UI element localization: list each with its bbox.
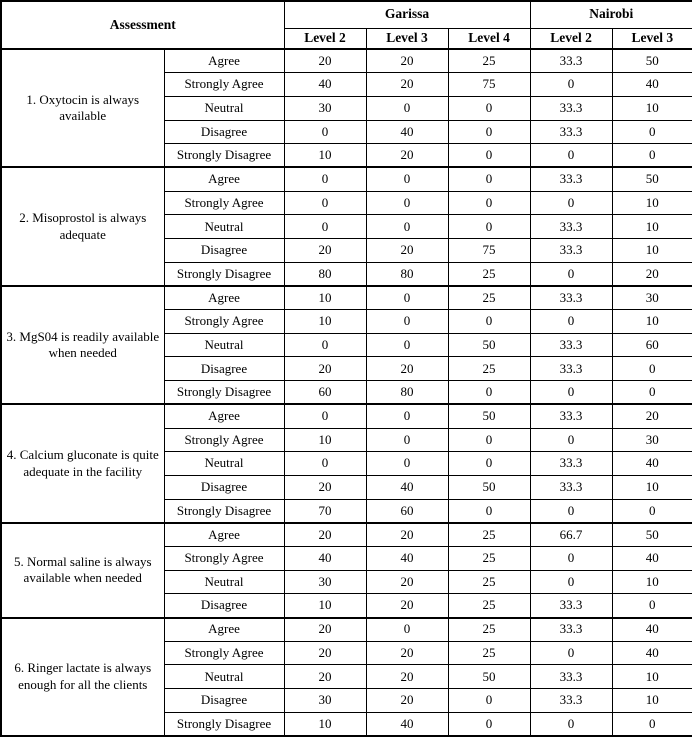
likert-label-cell: Strongly Disagree — [164, 712, 284, 736]
value-cell: 60 — [284, 381, 366, 405]
table-row — [1, 523, 692, 547]
value-cell: 70 — [284, 499, 366, 523]
value-cell: 33.3 — [530, 404, 612, 428]
value-cell: 0 — [530, 191, 612, 215]
value-cell: 0 — [284, 191, 366, 215]
value-cell: 0 — [530, 144, 612, 168]
value-cell: 20 — [612, 262, 692, 286]
value-cell: 0 — [366, 618, 448, 642]
value-cell: 10 — [284, 594, 366, 618]
value-cell: 0 — [448, 120, 530, 144]
value-cell: 30 — [612, 428, 692, 452]
likert-label-cell: Disagree — [164, 239, 284, 263]
value-cell: 33.3 — [530, 333, 612, 357]
value-cell: 0 — [284, 452, 366, 476]
value-cell: 33.3 — [530, 665, 612, 689]
value-cell: 0 — [612, 144, 692, 168]
value-cell: 40 — [366, 475, 448, 499]
value-cell: 0 — [612, 381, 692, 405]
header-group-0: Garissa — [284, 1, 530, 28]
value-cell: 0 — [530, 499, 612, 523]
value-cell: 40 — [612, 641, 692, 665]
value-cell: 0 — [366, 286, 448, 310]
value-cell: 40 — [366, 712, 448, 736]
header-group-1: Nairobi — [530, 1, 692, 28]
value-cell: 0 — [612, 712, 692, 736]
value-cell: 10 — [612, 665, 692, 689]
table-header — [1, 1, 692, 49]
likert-label-cell: Strongly Agree — [164, 191, 284, 215]
value-cell: 25 — [448, 286, 530, 310]
header-level: Level 3 — [612, 28, 692, 49]
value-cell: 40 — [612, 452, 692, 476]
value-cell: 10 — [612, 689, 692, 713]
value-cell: 0 — [366, 167, 448, 191]
value-cell: 0 — [530, 712, 612, 736]
header-assessment: Assessment — [1, 1, 284, 49]
likert-label-cell: Strongly Agree — [164, 546, 284, 570]
value-cell: 0 — [448, 689, 530, 713]
value-cell: 80 — [366, 381, 448, 405]
assessment-title-cell: 1. Oxytocin is always available — [1, 49, 164, 167]
table-row — [1, 167, 692, 191]
likert-label-cell: Disagree — [164, 689, 284, 713]
value-cell: 20 — [366, 641, 448, 665]
value-cell: 20 — [366, 73, 448, 97]
value-cell: 50 — [448, 665, 530, 689]
value-cell: 60 — [612, 333, 692, 357]
likert-label-cell: Neutral — [164, 96, 284, 120]
value-cell: 0 — [448, 191, 530, 215]
value-cell: 0 — [612, 594, 692, 618]
value-cell: 20 — [612, 404, 692, 428]
header-level: Level 2 — [530, 28, 612, 49]
value-cell: 66.7 — [530, 523, 612, 547]
value-cell: 40 — [284, 73, 366, 97]
value-cell: 50 — [612, 167, 692, 191]
value-cell: 10 — [612, 215, 692, 239]
value-cell: 20 — [284, 49, 366, 73]
value-cell: 0 — [284, 167, 366, 191]
value-cell: 25 — [448, 357, 530, 381]
value-cell: 30 — [284, 96, 366, 120]
value-cell: 10 — [612, 475, 692, 499]
value-cell: 0 — [366, 310, 448, 334]
likert-label-cell: Strongly Disagree — [164, 499, 284, 523]
likert-label-cell: Strongly Agree — [164, 428, 284, 452]
value-cell: 33.3 — [530, 215, 612, 239]
likert-label-cell: Agree — [164, 286, 284, 310]
value-cell: 50 — [448, 475, 530, 499]
value-cell: 0 — [366, 428, 448, 452]
value-cell: 50 — [448, 404, 530, 428]
value-cell: 0 — [612, 120, 692, 144]
likert-label-cell: Neutral — [164, 452, 284, 476]
value-cell: 10 — [612, 96, 692, 120]
likert-label-cell: Strongly Disagree — [164, 381, 284, 405]
value-cell: 0 — [448, 144, 530, 168]
value-cell: 0 — [530, 73, 612, 97]
value-cell: 30 — [284, 570, 366, 594]
value-cell: 25 — [448, 594, 530, 618]
header-level: Level 4 — [448, 28, 530, 49]
value-cell: 20 — [284, 618, 366, 642]
header-level: Level 2 — [284, 28, 366, 49]
value-cell: 50 — [448, 333, 530, 357]
likert-label-cell: Strongly Disagree — [164, 144, 284, 168]
value-cell: 25 — [448, 618, 530, 642]
value-cell: 0 — [366, 404, 448, 428]
value-cell: 0 — [530, 546, 612, 570]
value-cell: 40 — [612, 546, 692, 570]
value-cell: 25 — [448, 570, 530, 594]
value-cell: 20 — [366, 357, 448, 381]
value-cell: 10 — [284, 712, 366, 736]
header-group-row — [1, 1, 692, 28]
likert-label-cell: Disagree — [164, 475, 284, 499]
value-cell: 10 — [284, 286, 366, 310]
value-cell: 33.3 — [530, 689, 612, 713]
value-cell: 40 — [284, 546, 366, 570]
value-cell: 0 — [530, 310, 612, 334]
value-cell: 20 — [366, 49, 448, 73]
value-cell: 0 — [448, 499, 530, 523]
value-cell: 20 — [284, 641, 366, 665]
value-cell: 0 — [448, 381, 530, 405]
likert-label-cell: Neutral — [164, 570, 284, 594]
value-cell: 20 — [366, 144, 448, 168]
value-cell: 33.3 — [530, 475, 612, 499]
likert-label-cell: Agree — [164, 49, 284, 73]
likert-label-cell: Neutral — [164, 333, 284, 357]
value-cell: 10 — [284, 144, 366, 168]
value-cell: 40 — [612, 618, 692, 642]
value-cell: 20 — [284, 475, 366, 499]
value-cell: 10 — [612, 310, 692, 334]
value-cell: 20 — [366, 523, 448, 547]
likert-label-cell: Neutral — [164, 215, 284, 239]
value-cell: 0 — [612, 357, 692, 381]
value-cell: 0 — [530, 262, 612, 286]
value-cell: 0 — [448, 712, 530, 736]
value-cell: 50 — [612, 523, 692, 547]
likert-label-cell: Disagree — [164, 594, 284, 618]
value-cell: 10 — [284, 428, 366, 452]
likert-label-cell: Neutral — [164, 665, 284, 689]
value-cell: 25 — [448, 262, 530, 286]
value-cell: 0 — [366, 333, 448, 357]
value-cell: 10 — [612, 570, 692, 594]
value-cell: 20 — [366, 689, 448, 713]
value-cell: 75 — [448, 239, 530, 263]
value-cell: 10 — [612, 191, 692, 215]
value-cell: 0 — [530, 641, 612, 665]
value-cell: 0 — [366, 452, 448, 476]
likert-label-cell: Strongly Agree — [164, 73, 284, 97]
value-cell: 0 — [284, 333, 366, 357]
assessment-title-cell: 2. Misoprostol is always adequate — [1, 167, 164, 285]
likert-label-cell: Agree — [164, 523, 284, 547]
value-cell: 60 — [366, 499, 448, 523]
value-cell: 0 — [448, 428, 530, 452]
assessment-title-cell: 5. Normal saline is always available when needed — [1, 523, 164, 618]
value-cell: 33.3 — [530, 96, 612, 120]
value-cell: 33.3 — [530, 49, 612, 73]
value-cell: 0 — [530, 570, 612, 594]
assessment-title-cell: 4. Calcium gluconate is quite adequate in the facility — [1, 404, 164, 522]
value-cell: 75 — [448, 73, 530, 97]
table-row — [1, 286, 692, 310]
table-row — [1, 49, 692, 73]
value-cell: 0 — [284, 404, 366, 428]
value-cell: 33.3 — [530, 239, 612, 263]
value-cell: 25 — [448, 546, 530, 570]
value-cell: 20 — [366, 570, 448, 594]
value-cell: 20 — [284, 357, 366, 381]
table-body — [1, 49, 692, 736]
table-row — [1, 404, 692, 428]
value-cell: 0 — [448, 96, 530, 120]
assessment-title-cell: 3. MgS04 is readily available when needed — [1, 286, 164, 404]
value-cell: 0 — [448, 215, 530, 239]
value-cell: 33.3 — [530, 167, 612, 191]
value-cell: 0 — [366, 191, 448, 215]
likert-label-cell: Strongly Agree — [164, 310, 284, 334]
likert-label-cell: Disagree — [164, 357, 284, 381]
value-cell: 40 — [366, 120, 448, 144]
table-row — [1, 618, 692, 642]
value-cell: 40 — [612, 73, 692, 97]
likert-label-cell: Strongly Agree — [164, 641, 284, 665]
value-cell: 33.3 — [530, 120, 612, 144]
value-cell: 0 — [366, 96, 448, 120]
value-cell: 30 — [612, 286, 692, 310]
value-cell: 0 — [448, 310, 530, 334]
value-cell: 20 — [284, 239, 366, 263]
value-cell: 0 — [284, 120, 366, 144]
value-cell: 20 — [366, 594, 448, 618]
value-cell: 40 — [366, 546, 448, 570]
likert-label-cell: Agree — [164, 618, 284, 642]
value-cell: 20 — [366, 665, 448, 689]
value-cell: 25 — [448, 523, 530, 547]
assessment-title-cell: 6. Ringer lactate is always enough for all the clients — [1, 618, 164, 736]
value-cell: 0 — [530, 381, 612, 405]
value-cell: 0 — [448, 452, 530, 476]
value-cell: 0 — [366, 215, 448, 239]
likert-label-cell: Strongly Disagree — [164, 262, 284, 286]
value-cell: 0 — [612, 499, 692, 523]
likert-label-cell: Agree — [164, 167, 284, 191]
value-cell: 50 — [612, 49, 692, 73]
value-cell: 0 — [284, 215, 366, 239]
value-cell: 33.3 — [530, 452, 612, 476]
value-cell: 20 — [284, 523, 366, 547]
value-cell: 20 — [284, 665, 366, 689]
value-cell: 25 — [448, 49, 530, 73]
value-cell: 80 — [284, 262, 366, 286]
likert-label-cell: Agree — [164, 404, 284, 428]
value-cell: 33.3 — [530, 357, 612, 381]
value-cell: 10 — [284, 310, 366, 334]
value-cell: 25 — [448, 641, 530, 665]
value-cell: 30 — [284, 689, 366, 713]
value-cell: 80 — [366, 262, 448, 286]
value-cell: 0 — [530, 428, 612, 452]
value-cell: 33.3 — [530, 618, 612, 642]
value-cell: 0 — [448, 167, 530, 191]
likert-label-cell: Disagree — [164, 120, 284, 144]
value-cell: 33.3 — [530, 286, 612, 310]
value-cell: 20 — [366, 239, 448, 263]
value-cell: 33.3 — [530, 594, 612, 618]
value-cell: 10 — [612, 239, 692, 263]
header-level: Level 3 — [366, 28, 448, 49]
